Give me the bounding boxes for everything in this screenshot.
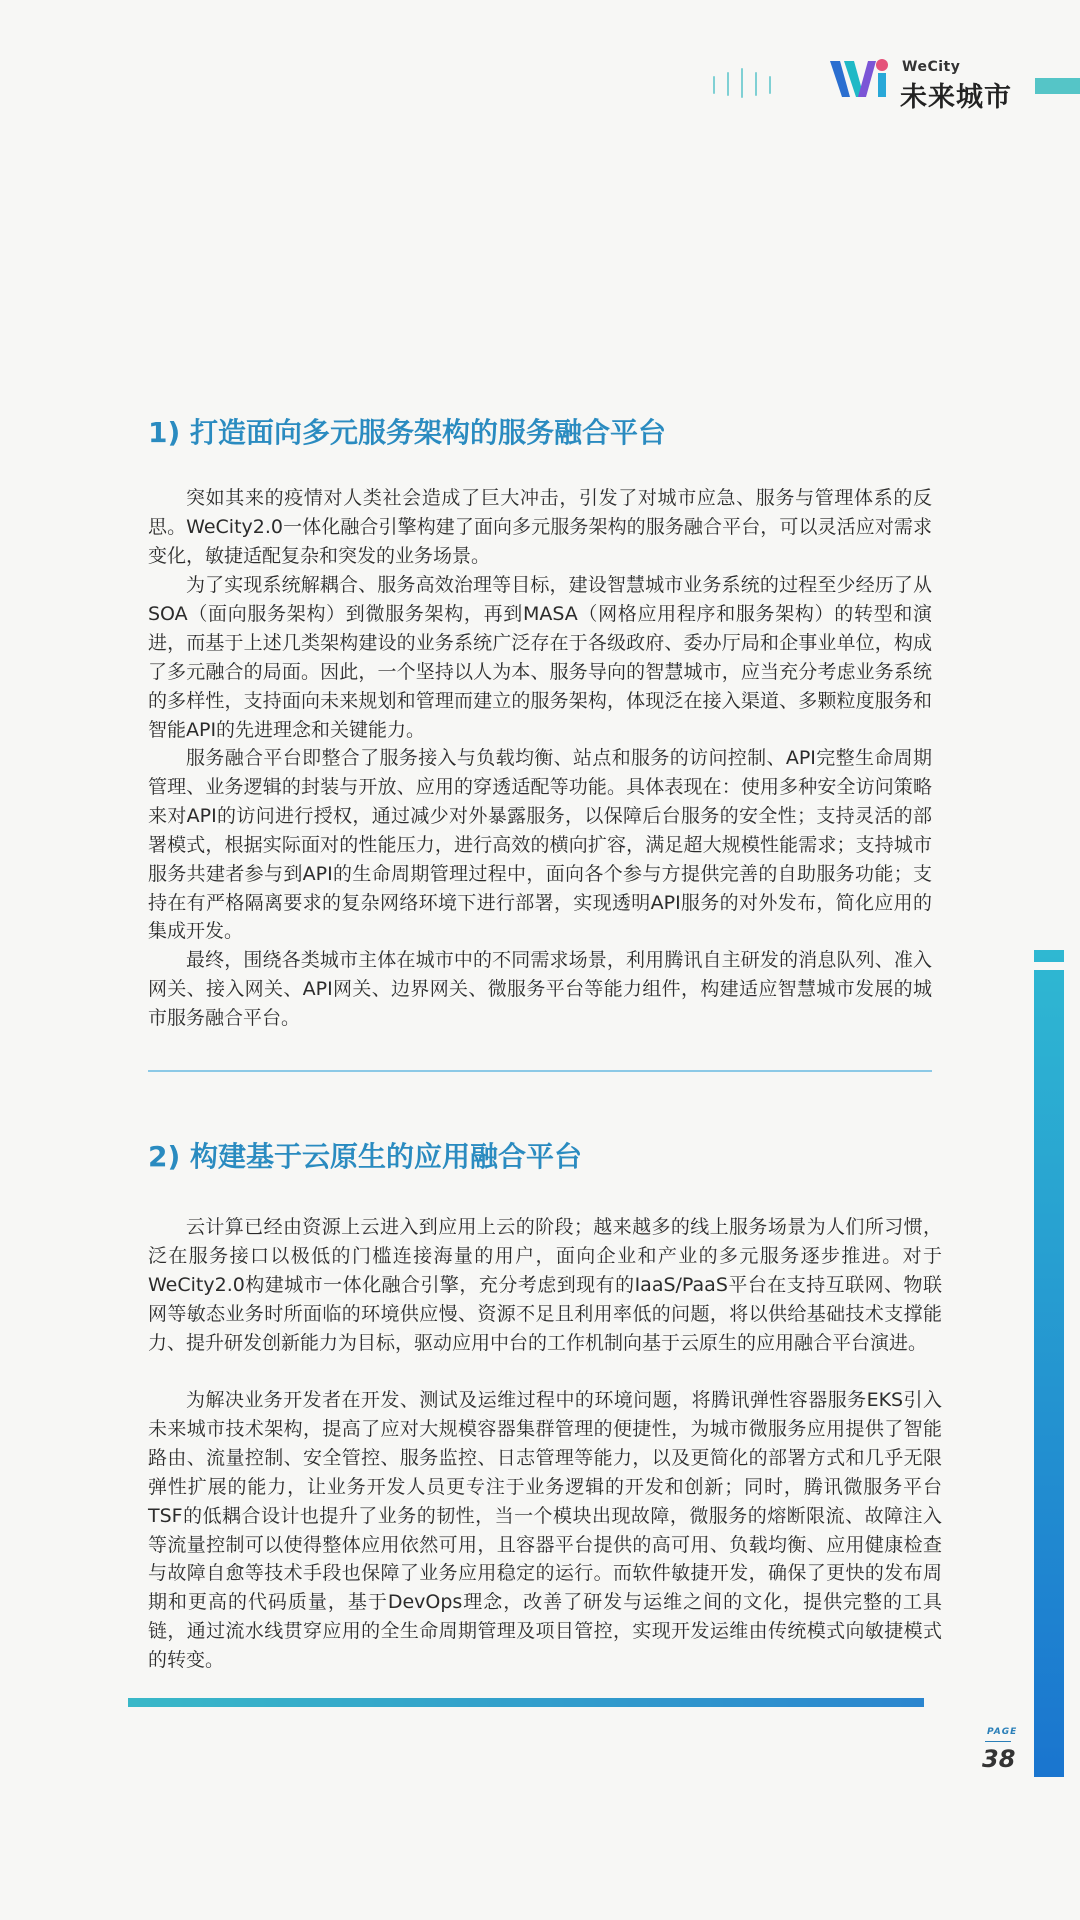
- section-1-paragraph: 最终，围绕各类城市主体在城市中的不同需求场景，利用腾讯自主研发的消息队列、准入网关、接入网关、API网关、边界网关、微服务平台等能力组件，构建适应智慧城市发展的城市服务融合平台。: [148, 949, 932, 1029]
- section-1-paragraph: 服务融合平台即整合了服务接入与负载均衡、站点和服务的访问控制、API完整生命周期管理、业务逻辑的封装与开放、应用的穿透适配等功能。具体表现在：使用多种安全访问策略来对API的访问进行授权，通过减少对外暴露服务，以保障后台服务的安全性；支持灵活的部署模式，根据实际面对的性能压力，进行高效的横向扩容，满足超大规模性能需求；支持城市服务共建者参与到API的生命周期管理过程中，面向各个参与方提供完善的自助服务功能；支持在有严格隔离要求的复杂网络环境下进行部署，实现透明API服务的对外发布，简化应用的集成开发。: [148, 747, 932, 943]
- wecity-logo: [830, 55, 1012, 113]
- logo-english-text: WeCity: [902, 59, 961, 75]
- page-rule: [985, 1741, 1011, 1742]
- page-number: 38: [982, 1745, 1016, 1773]
- header-corner-accent: [1035, 78, 1080, 94]
- section-1-paragraph: 为了实现系统解耦合、服务高效治理等目标，建设智慧城市业务系统的过程至少经历了从SOA（面向服务架构）到微服务架构，再到MASA（网格应用程序和服务架构）的转型和演进，而基于上述几类架构建设的业务系统广泛存在于各级政府、委办厅局和企事业单位，构成了多元融合的局面。因此，一个坚持以人为本、服务导向的智慧城市，应当充分考虑业务系统的多样性，支持面向未来规划和管理而建立的服务架构，体现泛在接入渠道、多颗粒度服务和智能API的先进理念和关键能力。: [148, 574, 932, 741]
- section-2-paragraph: 云计算已经由资源上云进入到应用上云的阶段；越来越多的线上服务场景为人们所习惯，泛在服务接口以极低的门槛连接海量的用户，面向企业和产业的多元服务逐步推进。对于WeCity2.0构建城市一体化融合引擎，充分考虑到现有的IaaS/PaaS平台在支持互联网、物联网等敏态业务时所面临的环境供应慢、资源不足且利用率低的问题，将以供给基础技术支撑能力、提升研发创新能力为目标，驱动应用中台的工作机制向基于云原生的应用融合平台演进。: [148, 1216, 942, 1354]
- section-2-paragraph: 为解决业务开发者在开发、测试及运维过程中的环境问题，将腾讯弹性容器服务EKS引入未来城市技术架构，提高了应对大规模容器集群管理的便捷性，为城市微服务应用提供了智能路由、流量控制、安全管控、服务监控、日志管理等能力，以及更简化的部署方式和几乎无限弹性扩展的能力，让业务开发人员更专注于业务逻辑的开发和创新；同时，腾讯微服务平台TSF的低耦合设计也提升了业务的韧性，当一个模块出现故障，微服务的熔断限流、故障注入等流量控制可以使得整体应用依然可用，且容器平台提供的高可用、负载均衡、应用健康检查与故障自愈等技术手段也保障了业务应用稳定的运行。而软件敏捷开发，确保了更快的发布周期和更高的代码质量，基于DevOps理念，改善了研发与运维之间的文化，提供完整的工具链，通过流水线贯穿应用的全生命周期管理及项目管控，实现开发运维由传统模式向敏捷模式的转变。: [148, 1389, 942, 1672]
- section-divider: [148, 1070, 932, 1072]
- section-1-title: 1) 打造面向多元服务架构的服务融合平台: [148, 416, 667, 449]
- side-gradient-bar: [1034, 950, 1064, 1777]
- side-bar-notch: [1034, 962, 1064, 970]
- header-decorative-lines: [713, 70, 783, 98]
- section-2-title: 2) 构建基于云原生的应用融合平台: [148, 1140, 583, 1173]
- logo-chinese-text: 未来城市: [900, 82, 1012, 113]
- wecity-logo-icon: [830, 57, 892, 103]
- page-label: PAGE: [987, 1727, 1018, 1737]
- section-1-paragraph: 突如其来的疫情对人类社会造成了巨大冲击，引发了对城市应急、服务与管理体系的反思。WeCity2.0一体化融合引擎构建了面向多元服务架构的服务融合平台，可以灵活应对需求变化，敏捷适配复杂和突发的业务场景。: [148, 487, 932, 567]
- bottom-gradient-divider: [128, 1698, 924, 1707]
